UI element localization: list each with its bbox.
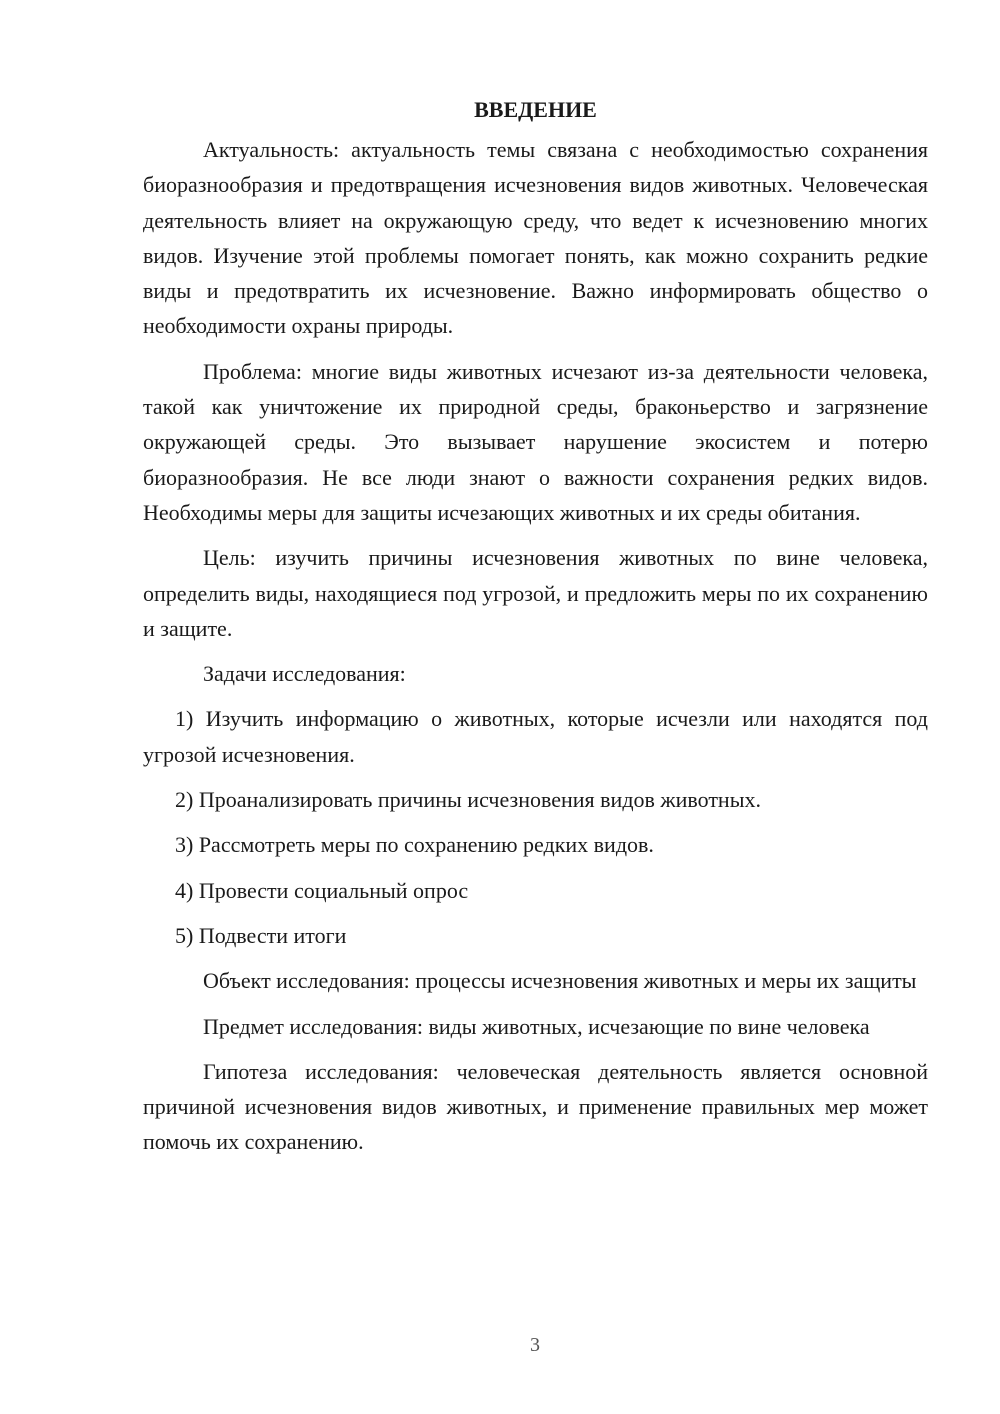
paragraph-relevance: Актуальность: актуальность темы связана с необходимостью сохранения биоразнообразия и предотвращения исчезновения видов животных. Человеческая деятельность влияет на окружающую среду, что ведет к исчезновению многих видов. Изучение этой проблемы помогает понять, как можно сохранить редкие виды и предотвратить их исчезновение. Важно информировать общество о необходимости охраны природы.: [143, 137, 928, 339]
document-page: [143, 92, 928, 1170]
paragraph-object: Объект исследования: процессы исчезновения животных и меры их защиты: [203, 968, 917, 994]
list-item: 1) Изучить информацию о животных, которые исчезли или находятся под угрозой исчезновения.: [143, 706, 928, 767]
page-title: ВВЕДЕНИЕ: [474, 97, 597, 122]
list-item: 2) Проанализировать причины исчезновения видов животных.: [175, 787, 761, 813]
list-item: 5) Подвести итоги: [175, 922, 347, 948]
paragraph-hypothesis: Гипотеза исследования: человеческая деятельность является основной причиной исчезновения видов животных, и применение правильных мер может помочь их сохранению.: [143, 1058, 928, 1155]
list-item: 3) Рассмотреть меры по сохранению редких видов.: [175, 832, 654, 858]
list-item: 4) Провести социальный опрос: [175, 877, 469, 903]
page-number: 3: [530, 1334, 540, 1356]
paragraph-problem: Проблема: многие виды животных исчезают из-за деятельности человека, такой как уничтожение их природной среды, браконьерство и загрязнение окружающей среды. Это вызывает нарушение экосистем и потерю биоразнообразия. Не все люди знают о важности сохранения редких видов. Необходимы меры для защиты исчезающих животных и их среды обитания.: [143, 358, 928, 525]
paragraph-goal: Цель: изучить причины исчезновения животных по вине человека, определить виды, находящиеся под угрозой, и предложить меры по их сохранению и защите.: [143, 545, 928, 641]
paragraph-subject: Предмет исследования: виды животных, исчезающие по вине человека: [203, 1013, 870, 1039]
tasks-list: [143, 701, 928, 953]
tasks-heading: Задачи исследования:: [203, 661, 406, 687]
